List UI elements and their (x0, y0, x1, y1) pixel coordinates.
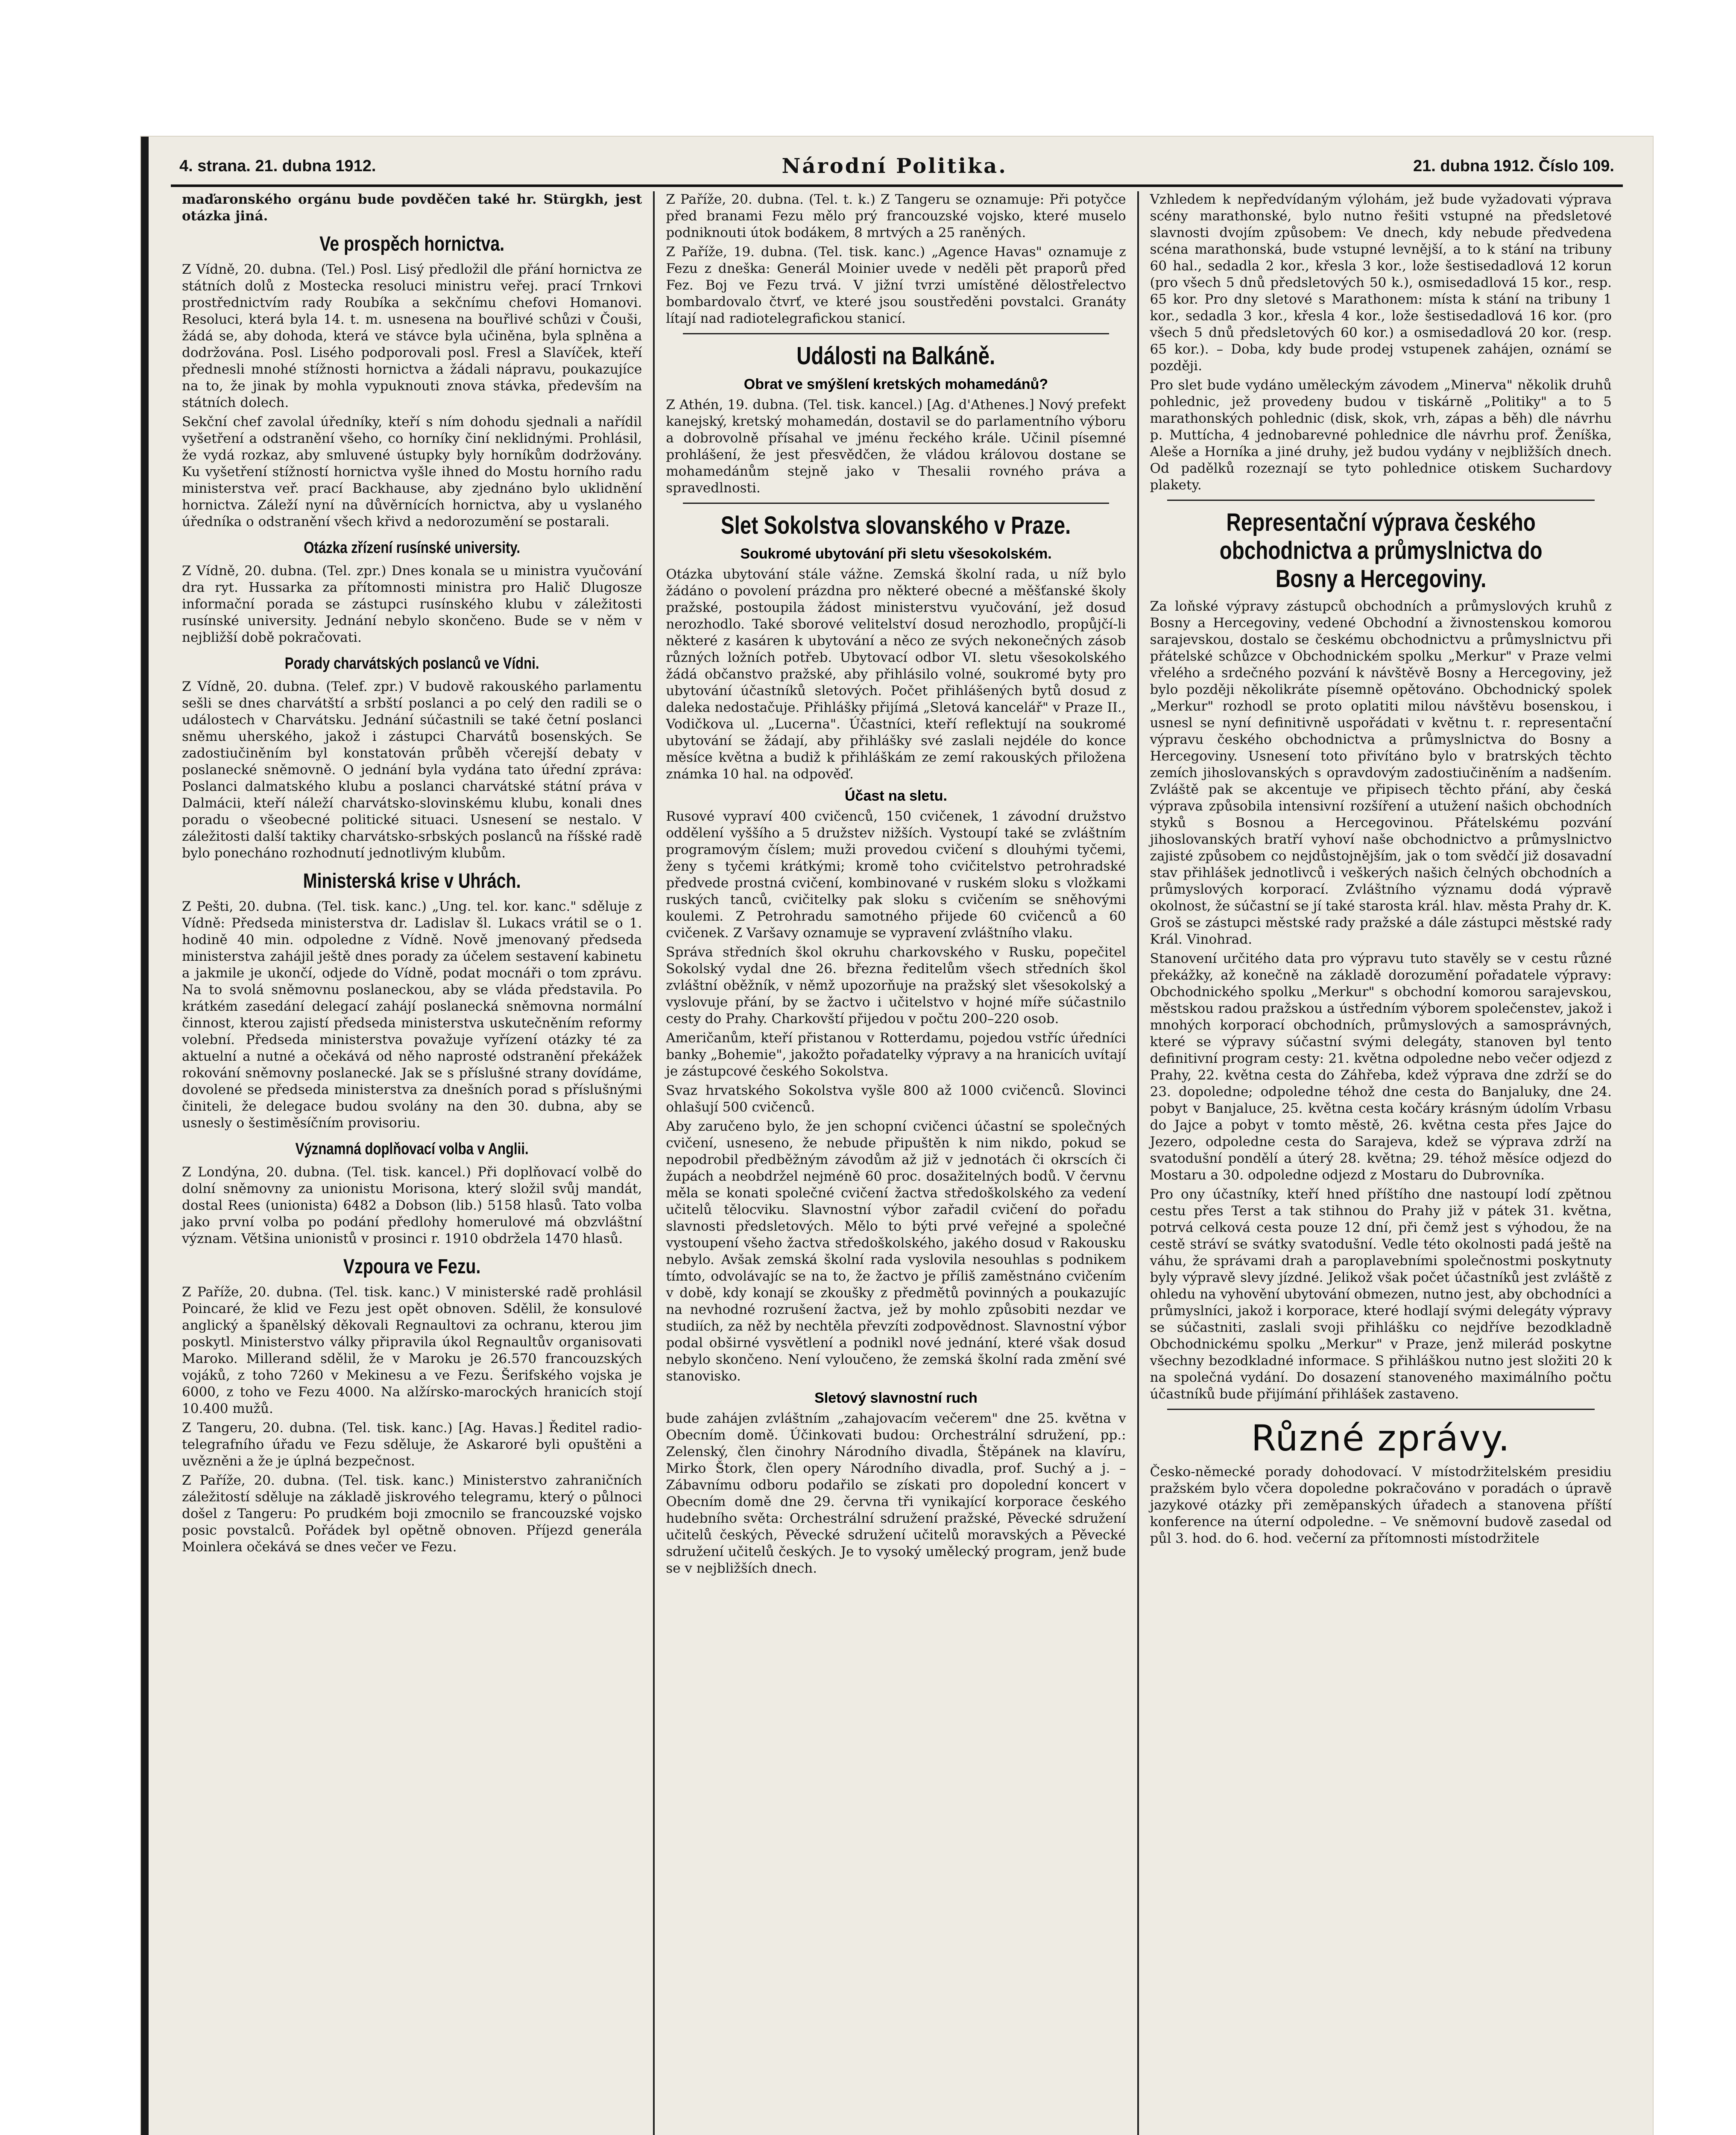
headline: Otázka zřízení rusínské university. (304, 539, 521, 557)
article-text: Z Paříže, 20. dubna. (Tel. tisk. kanc.) Ministerstvo zahraničních záležitostí sděluje na základě jiskrového telegramu, který o půlnoci došel z Tangeru: Po prudkém boji zmocnilo se francouzské vojsko posic povstalců. Pořádek byl opětně obnoven. Příjezd generála Moinlera očekává se dnes večer ve Fezu. (182, 1473, 642, 1555)
article-text: Z Athén, 19. dubna. (Tel. tisk. kancel.) [Ag. d'Athenes.] Nový prefekt kanejský, kretský mohamedán, dostavil se do parlamentního výboru a dobrovolně přísahal ve jménu řeckého krále. Učinil písemné prohlášení, že jest přesvědčen, že vládou královou dostane se mohamedánům stejně jako v Thesalii rovného práva a spravedlnosti. (666, 397, 1126, 496)
header-rule (171, 184, 1623, 187)
column-3 (1139, 191, 1623, 2135)
subheadline: Soukromé ubytování při sletu všesokolském. (740, 546, 1052, 562)
article-text: Svaz hrvatského Sokolstva vyšle 800 až 1000 cvičenců. Slovinci ohlašují 500 cvičenců. (666, 1083, 1126, 1115)
article-text: Rusové vypraví 400 cvičenců, 150 cvičenek, 1 závodní družstvo oddělení vyššího a 5 družstev nižších. Vystoupí také se zvláštním programovým číslem; muži provedou cvičení s dlouhými tyčemi, ženy s tyčemi krátkými; kromě toho cvičitelstvo petrohradské předvede prostná cvičení, kombinované v ruském sloku s vložkami ruských tanců, cvičitelky pak sloku s cvičením se sněhovými koulemi. Z Petrohradu samotného přijede 60 cvičenců a 60 cvičenek. Z Varšavy oznamuje se vypravení zvláštního vlaku. (666, 809, 1126, 941)
headline: Události na Balkáně. (796, 342, 995, 370)
article-text: Správa středních škol okruhu charkovského v Rusku, popečitel Sokolský vydal dne 26. března ředitelům všech středních škol zvláštní oběžník, v němž upozorňuje na pražský slet všesokolský a vyslovuje přání, by se žactvo i učitelstvo v hojné míře súčastnilo cesty do Prahy. Charkovští přijedou v počtu 200–220 osob. (666, 945, 1126, 1027)
subheadline: Obrat ve smýšlení kretských mohamedánů? (744, 376, 1048, 392)
headline: Slet Sokolstva slovanského v Praze. (721, 512, 1071, 539)
section-divider (683, 503, 1109, 504)
article-text: bude zahájen zvláštním „zahajovacím večerem" dne 25. května v Obecním domě. Účinkovati budou: Orchestrální sdružení, pp.: Zelenský, člen činohry Národního divadla, Štěpánek na klavíru, Mirko Štork, člen opery Národního divadla, prof. Suchý a j. – Zábavnímu odboru podařilo se získati pro dopolední koncert v Obecním domě dne 29. června tři vynikající korporace českého hudebního světa: Orchestrální sdružení pražské, Pěvecké sdružení učitelů českých, Pěvecké sdružení učitelů moravských a Pěvecké sdružení učitelů českých. Je to vysoký umělecký program, jenž bude se v nejbližších dnech. (666, 1411, 1126, 1576)
article-text: Za loňské výpravy zástupců obchodních a průmyslových kruhů z Bosny a Hercegoviny, vedené Obchodní a živnostenskou komorou sarajevskou, dostalo se českému obchodnictvu a průmyslnictvu při přátelské schůzce v Obchodnickém spolku „Merkur" v Praze velmi vřelého a srdečného pozvání k návštěvě Bosny a Hercegoviny, jež bylo později několikráte písemně opětováno. Obchodnický spolek „Merkur" rozhodl se proto oplatiti milou návštěvu bosenskou, i usnesl se nyní definitivně uspořádati v květnu t. r. representační výpravu českého obchodnictva a průmyslnictva do Bosny a Hercegoviny. Usnesení toto přivítáno bylo v bratrských těchto zemích jihoslovanských s opravdovým zadostiučiněním a nadšením. Zvláště pak se akcentuje ve připisech těchto přání, aby česká výprava způsobila intensivní rozšíření a utužení našich obchodních styků s Bosnou a Hercegovinou. Přátelskému pozvání jihoslovanských bratří vyhoví naše obchodnictvo a průmyslnictvo zajisté způsobem co nejdůstojnějším, jak o tom svědčí již dosavadní stav přihlášek jednotlivců i veškerých našich čelných obchodních a průmyslových korporací. Zvláštního významu dodá výpravě okolnost, že súčastní se jí také starosta král. hlav. města Prahy dr. K. Groš se zástupci městské rady pražské a dále zástupci městské rady Král. Vinohrad. (1150, 599, 1612, 947)
subheadline: Účast na sletu. (845, 788, 947, 804)
headline: Porady charvátských poslanců ve Vídni. (284, 655, 539, 673)
headline: Významná doplňovací volba v Anglii. (295, 1140, 529, 1158)
article-text: Stanovení určitého data pro výpravu tuto stavěly se v cestu různé překážky, až konečně na základě dorozumění pořadatele výpravy: Obchodnického spolku „Merkur" s obchodní komorou sarajevskou, městskou radou pražskou a ústředním výborem společenstev, jakož i mnohých korporací obchodních, průmyslových a samosprávných, které se výpravy súčastní svými delegáty, stanoven byl tento definitivní program cesty: 21. května odpoledne nebo večer odjezd z Prahy, 22. května cesta do Záhřeba, kdež výprava dne zdrží se do 23. dopoledne; odpoledne téhož dne cesta do Banjaluky, dne 24. pobyt v Banjaluce, 25. května cesta kočáry krásným údolím Vrbasu do Jajce a pobyt v tomto městě, 26. května cesta přes Jajce do Jezero, odpoledne cesta do Sarajeva, kdež se výprava zdrží na svatodušní pondělí a úterý 28. května; 29. téhož měsíce odjezd do Mostaru a 30. odpoledne odjezd z Mostaru do Dubrovníka. (1150, 951, 1612, 1183)
article-text: Sekční chef zavolal úředníky, kteří s ním dohodu sjednali a nařídil vyšetření a odstranění všeho, co horníky činí neklidnými. Prohlásil, že vydá rozkaz, aby smluvené ústupky byly horníkům dodržovány. Ku vyšetření stížností hornictva vyšle ihned do Mostu horního radu ministerstva veř. prací Backhause, aby zjednáno bylo uklidnění hornictva. Záleží nyní na důvěrnících hornictva, aby u vyslaného úředníka o odstranění všech křivd a nedorozumění se postarali. (182, 414, 642, 529)
article-text: Aby zaručeno bylo, že jen schopní cvičenci účastní se společných cvičení, usneseno, že nebude připuštěn k nim nikdo, pokud se nepodrobil předběžným závodům až již v jednotách či okrscích či župách a neobdržel nejméně 60 proc. dosažitelných bodů. V červnu měla se konati společné cvičení žactva středoškolského za vedení učitelů tělocviku. Slavnostní výbor zařadil cvičení do pořadu slavnosti předsletových. Mělo to býti prvé veřejné a společné vystoupení všeho žactva středoškolského, jakého dosud v Rakousku nebylo. Avšak zemská školní rada vyslovila nesouhlas s podnikem tímto, odvolávajíc se na to, že žactvo je příliš zaměstnáno cvičením v době, kdy konají se zkoušky z předmětů povinných a poukazujíc na nevhodné rozrušení žactva, jež by mohlo způsobiti nezdar ve studiích, za něž by nechtěla převzíti zodpovědnost. Slavnostní výbor podal obširné vysvětlení a podnikl nové jednání, které však dosud nebylo skončeno. Není vyloučeno, že zemská školní rada změní své stanovisko. (666, 1119, 1126, 1384)
article-text: Otázka ubytování stále vážne. Zemská školní rada, u níž bylo žádáno o povolení prázdna pro některé obecné a měšťanské školy pražské, postoupila žádost ministerstvu vyučování, jež dosud nerozhodlo. Také sborové velitelství dosud nerozhodlo, propůjčí-li některé z kasáren k ubytování a něco ze svých nekonečných zásob různých ložních potřeb. Ubytovací odbor VI. sletu všesokolského žádá občanstvo pražské, aby přihlásilo volné, soukromé byty pro ubytování účastníků sletových. Počet přihlášených bytů dosud z daleka nedostačuje. Přihlášky přijímá „Sletová kancelář" v Praze II., Vodičkova ul. „Lucerna". Účastníci, kteří reflektují na soukromé ubytování se žádají, aby přihlášky své zaslali nejdéle do konce měsíce května a budiž k přihláškám ze zemí rakouských přiložena známka 10 hal. na odpověď. (666, 567, 1126, 782)
scan-edge (141, 137, 149, 2135)
headline: Vzpoura ve Fezu. (343, 1255, 481, 1278)
article-text: Američanům, kteří přistanou v Rotterdamu, pojedou vstříc úředníci banky „Bohemie", jakožto pořadatelky výpravy a na hranicích uvítají je zástupcové českého Sokolstva. (666, 1030, 1126, 1079)
column-1 (171, 191, 655, 2135)
article-text: Z Vídně, 20. dubna. (Tel. zpr.) Dnes konala se u ministra vyučování dra ryt. Hussarka za přítomnosti ministra pro Halič Dlugosze informační porada se zástupci rusínského klubu v záležitosti rusínské university. Jednání nebylo skončeno. Bude se v něm v nejbližší době pokračovati. (182, 563, 642, 645)
newspaper-page (141, 137, 1653, 2135)
article-text: Z Vídně, 20. dubna. (Telef. zpr.) V budově rakouského parlamentu sešli se dnes charvátští a srbští poslanci a po celý den radili se o událostech v Charvátsku. Jednání súčastnili se také četní poslanci sněmu uherského, jakož i zástupci Charvátů bosenských. Se zadostiučiněním byl konstatován průběh včerejší debaty v poslanecké sněmovně. O jednání byla vydána tato úřední zpráva: Poslanci dalmatského klubu a poslanci charvátské státní práva v Dalmácii, kteří náleží charvátsko-slovinskému klubu, konali dnes poradu o všeobecné politické situaci. Usnesení se nestalo. V záležitosti další taktiky charvátsko-srbských poslanců na říšské radě bylo ponecháno rozhodnutí jednotlivým klubům. (182, 679, 642, 861)
column-2 (655, 191, 1139, 2135)
header-right: 21. dubna 1912. Číslo 109. (1413, 157, 1614, 175)
article-text: Z Tangeru, 20. dubna. (Tel. tisk. kanc.) [Ag. Havas.] Ředitel radio-telegrafního úřadu ve Fezu sděluje, že Askaroré byli opuštěni a uvězněni a že je úplná bezpečnost. (182, 1420, 642, 1469)
article-text: Pro ony účastníky, kteří hned příštího dne nastoupí lodí zpětnou cestu přes Terst a tak stihnou do Prahy již v pátek 31. května, potrvá celková cesta pouze 12 dní, při čemž jest s výhodou, že na cestě stráví se svátky svatodušní. Vedle této okolnosti padá ještě na váhu, že správami drah a paroplavebními společnostmi poskytnuty byly výpravě slevy jízdné. Jelikož však počet účastníků jest zvláště z ohledu na vyhovění ubytování obmezen, nutno jest, aby obchodníci a průmyslníci, jakož i korporace, které hodlají svými delegáty výpravy se súčastniti, zaslali svoji přihlášku co nejdříve bezodkladně Obchodnickému spolku „Merkur" v Praze, jenž milerád poskytne všechny bezodkladné informace. S přihláškou nutno jest složiti 20 k na společná vydání. Do dosazení stanoveného maximálního počtu účastníků bude přijímání přihlášek zastaveno. (1150, 1187, 1612, 1402)
article-text: Z Vídně, 20. dubna. (Tel.) Posl. Lisý předložil dle přání hornictva ze státních dolů z Mostecka resoluci ministru veřej. prací Trnkovi prostřednictvím rady Roubíka a sekčnímu chefovi Homanovi. Resoluci, která byla 14. t. m. usnesena na bouřlivé schůzi v Čouši, žádá se, aby dohoda, která ve stávce byla učiněna, byla splněna a dodržována. Posl. Lisého podporovali posl. Fresl a Slavíček, kteří přednesli mnohé stížnosti hornictva a žádali nápravu, poukazujíce na to, že jinak by mohla vypuknouti znova stávka, především na státních dolech. (182, 262, 642, 410)
article-text: Z Londýna, 20. dubna. (Tel. tisk. kancel.) Při doplňovací volbě do dolní sněmovny za unionistu Morisona, který složil svůj mandát, dostal Rees (unionista) 6482 a Dobson (lib.) 5158 hlasů. Tato volba jako první volba po podání předlohy homerulové má obzvláštní význam. Většina unionistů v prosinci r. 1910 obdržela 1470 hlasů. (182, 1164, 642, 1246)
article-text: Česko-německé porady dohodovací. V místodržitelském presidiu pražském bylo včera dopoledne pokračováno v poradách o úpravě jazykové otázky při zeměpanských úřadech a stanovena příští konference na úterní odpoledne. – Ve sněmovní budově zasedal od půl 3. hod. do 6. hod. večerní za přítomnosti místodržitele (1150, 1464, 1612, 1546)
headline: Ve prospěch hornictva. (319, 233, 505, 255)
headline: Ministerská krise v Uhrách. (303, 870, 521, 892)
article-text: maďaronského orgánu bude povděčen také hr. Stürgkh, jest otázka jiná. (182, 192, 642, 224)
article-text: Vzhledem k nepředvídaným výlohám, jež bude vyžadovati výprava scény marathonské, bylo nutno řešiti vstupné na předsletové slavnosti dvojím způsobem: Ve dnech, kdy nebude předvedena scéna marathonská, bude vstupné levnější, a to k stání na tribuny 60 hal., sedadla 2 kor., křesla 3 kor., lože šestisedadlová 12 korun (pro všech 5 dnů předsletových 50 k.), osmisedadlová 15 kor., resp. 65 kor. Pro dny sletové s Marathonem: místa k stání na tribuny 1 kor., sedadla 3 kor., křesla 4 kor., lože šestisedadlová 16 kor. (pro všech 5 dnů předsletových 60 kor.) a osmisedadlová 20 kor. (resp. 65 kor.). – Doba, kdy bude prodej vstupenek zahájen, oznámí se později. (1150, 192, 1612, 374)
headline: Různé zprávy. (1251, 1417, 1511, 1459)
section-divider (1167, 500, 1595, 501)
article-text: Z Pešti, 20. dubna. (Tel. tisk. kanc.) „Ung. tel. kor. kanc." sděluje z Vídně: Předseda ministerstva dr. Ladislav šl. Lukacs vrátil se o 1. hodině 40 min. odpoledne z Vídně. Nově jmenovaný předseda ministerstva zahájil ještě dnes porady za účelem sestavení kabinetu a jakmile je ukončí, odjede do Vídně, podat mocnáři o tom zprávu. Na to svolá sněmovnu poslaneckou, aby se vláda představila. Po krátkém zasedání delegací zahájí poslanecká sněmovna normální činnost, kterou zajistí předseda ministerstva uskutečněním reformy volební. Předseda ministerstva považuje vyřízení otázky té za aktuelní a nutné a očekává od něho naprosté odstranění překážek rokování sněmovny poslanecké. Jak se s příslušné strany dovídáme, dovolené se předseda ministerstva za dnešních porad s příslušnými činiteli, že delegace budou svolány na den 30. dubna, aby se usnesly o šestiměsíčním provisoriu. (182, 899, 642, 1131)
columns (171, 191, 1623, 2135)
page-header (179, 149, 1614, 183)
article-text: Z Paříže, 19. dubna. (Tel. tisk. kanc.) „Agence Havas" oznamuje z Fezu z dneška: Generál Moinier uvede v neděli pět praporů před Fez. Boj ve Fezu trvá. V jižní tvrzi umístěné dělostřelectvo bombardovalo čtvrť, ve které jsou soustředěni povstalci. Granáty lítají nad radiotelegrafickou stanicí. (666, 244, 1126, 326)
article-text: Pro slet bude vydáno uměleckým závodem „Minerva" několik druhů pohlednic, jež provedeny budou v tiskárně „Politiky" a to 5 marathonských pohlednic (disk, skok, vrh, zápas a běh) dle návrhu p. Muttícha, 4 jednobarevné pohlednice dle návrhu prof. Ženíška, Aleše a Horníka a jiné druhy, jež budou vydány v nejbližších dnech. Od padělků rozeznají se tyto pohlednice otiskem Suchardovy plakety. (1150, 377, 1612, 493)
article-text: Z Paříže, 20. dubna. (Tel. t. k.) Z Tangeru se oznamuje: Při potyčce před branami Fezu mělo prý francouzské vojsko, které muselo podniknouti útok bodákem, 8 mrtvých a 25 raněných. (666, 192, 1126, 240)
headline: Representační výprava českého obchodnictva a průmyslnictva do Bosny a Hercegoviny. (1219, 509, 1543, 593)
subheadline: Sletový slavnostní ruch (814, 1390, 978, 1406)
masthead-title: Národní Politika. (782, 154, 1007, 178)
section-divider (683, 333, 1109, 334)
header-left: 4. strana. 21. dubna 1912. (179, 157, 376, 175)
section-divider (1167, 1409, 1595, 1410)
article-text: Z Paříže, 20. dubna. (Tel. tisk. kanc.) V ministerské radě prohlásil Poincaré, že klid ve Fezu jest opět obnoven. Sdělil, že konsulové anglický a španělský děkovali Regnaultovi za ochranu, kterou jim poskytl. Ministerstvo války připravila úkol Regnaultův organisovati Maroko. Millerand sdělil, že v Maroku je 26.570 francouzských vojáků, z toho 7260 v Mekinesu a ve Fezu. Šerifského vojska je 6000, z toho ve Fezu 4000. Na alžírsko-marockých hranicích stojí 10.400 mužů. (182, 1284, 642, 1416)
